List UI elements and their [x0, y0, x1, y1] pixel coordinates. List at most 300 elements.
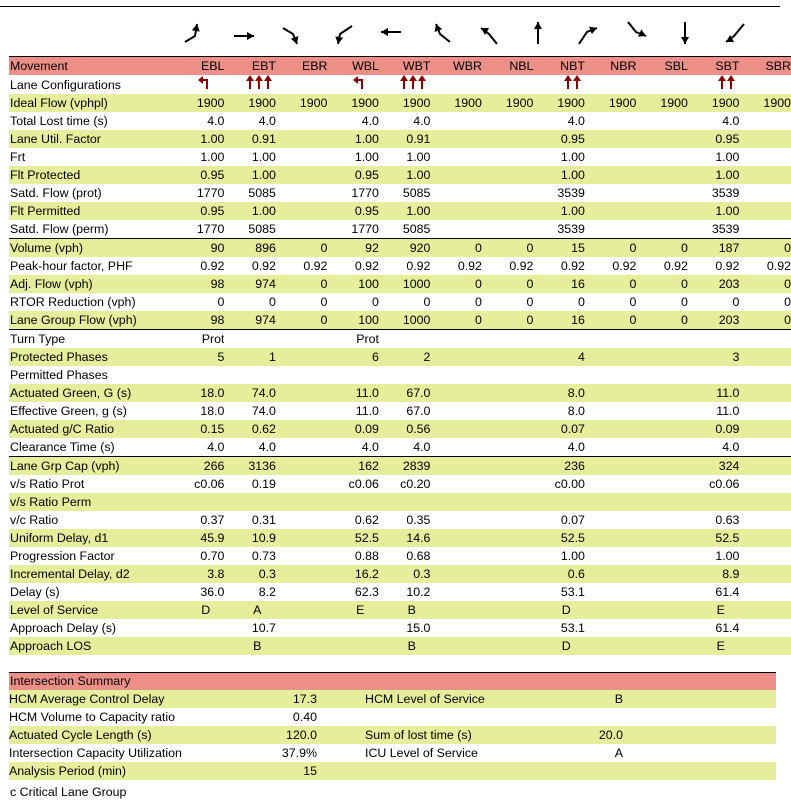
table-cell: 15: [533, 239, 585, 258]
table-cell: 8.9: [688, 565, 740, 583]
table-cell: [430, 220, 482, 239]
row-label: Lane Group Flow (vph): [9, 311, 173, 330]
table-cell: 0.95: [173, 166, 225, 184]
table-cell: [739, 166, 791, 184]
table-cell: [585, 475, 637, 493]
table-cell: 0: [739, 293, 791, 311]
summary-value: 17.3: [245, 690, 317, 708]
table-cell: [585, 112, 637, 130]
table-cell: 0: [482, 239, 534, 258]
table-cell: 92: [327, 239, 379, 258]
table-row: [9, 547, 791, 565]
table-cell: 0.09: [327, 420, 379, 438]
table-cell: 11.0: [327, 384, 379, 402]
table-cell: [739, 457, 791, 476]
row-label: Frt: [9, 148, 173, 166]
table-cell: [482, 457, 534, 476]
right-turn-arrow-icon: [279, 16, 307, 48]
table-cell: [276, 619, 328, 637]
table-cell: 0: [585, 239, 637, 258]
table-cell: [430, 202, 482, 220]
table-cell: [430, 330, 482, 349]
row-label: Clearance Time (s): [9, 438, 173, 457]
table-cell: 1900: [482, 94, 534, 112]
table-cell: D: [533, 601, 585, 619]
table-cell: 0.63: [688, 511, 740, 529]
table-cell: 0: [636, 311, 688, 330]
table-cell: 4.0: [379, 112, 431, 130]
table-cell: 3136: [224, 457, 276, 476]
summary-value: 120.0: [245, 726, 317, 744]
summary-spacer: [317, 762, 363, 780]
table-cell: 0.92: [636, 257, 688, 275]
row-label: Satd. Flow (perm): [9, 220, 173, 239]
table-cell: [430, 619, 482, 637]
table-cell: 0: [173, 293, 225, 311]
table-cell: 0.92: [224, 257, 276, 275]
movement-header-nbr: NBR: [585, 57, 637, 76]
table-cell: [482, 148, 534, 166]
table-cell: [585, 348, 637, 366]
table-cell: [739, 148, 791, 166]
lane-config-cell: [585, 75, 637, 94]
table-cell: [482, 475, 534, 493]
row-label: Permitted Phases: [9, 366, 173, 384]
table-cell: 0: [276, 239, 328, 258]
table-cell: [276, 366, 328, 384]
table-cell: 0.92: [276, 257, 328, 275]
summary-spacer: [317, 744, 363, 762]
table-cell: [636, 402, 688, 420]
table-cell: [585, 529, 637, 547]
summary-spacer: [623, 762, 776, 780]
table-cell: 0: [482, 275, 534, 293]
table-row: [9, 348, 791, 366]
table-cell: [224, 493, 276, 511]
table-cell: [636, 384, 688, 402]
table-cell: [430, 511, 482, 529]
table-cell: [585, 547, 637, 565]
table-cell: [739, 366, 791, 384]
table-cell: [430, 402, 482, 420]
table-cell: [276, 565, 328, 583]
table-cell: [533, 366, 585, 384]
table-row: [9, 565, 791, 583]
table-cell: 0.92: [739, 257, 791, 275]
lane-config-cell: [379, 75, 431, 94]
summary-label: HCM Volume to Capacity ratio: [9, 708, 245, 726]
table-cell: 5085: [224, 220, 276, 239]
lane-config-cell: [173, 75, 225, 94]
table-cell: [482, 438, 534, 457]
table-cell: [430, 384, 482, 402]
movement-header-wbl: WBL: [327, 57, 379, 76]
table-cell: 4.0: [224, 438, 276, 457]
table-cell: [739, 475, 791, 493]
table-cell: 4.0: [327, 438, 379, 457]
table-cell: [585, 366, 637, 384]
table-cell: [482, 402, 534, 420]
summary-label: [363, 708, 575, 726]
table-cell: 1770: [327, 184, 379, 202]
table-cell: 0.07: [533, 511, 585, 529]
summary-value: 37.9%: [245, 744, 317, 762]
movement-header-ebt: EBT: [224, 57, 276, 76]
row-label: Ideal Flow (vphpl): [9, 94, 173, 112]
table-cell: [636, 583, 688, 601]
table-cell: [173, 366, 225, 384]
table-cell: 8.0: [533, 384, 585, 402]
summary-value: [575, 762, 623, 780]
table-cell: [739, 438, 791, 457]
movement-header-sbr: SBR: [739, 57, 791, 76]
row-label: Protected Phases: [9, 348, 173, 366]
table-cell: [430, 184, 482, 202]
table-cell: 0.62: [224, 420, 276, 438]
summary-spacer: [623, 744, 776, 762]
through-lane-icon: [399, 75, 428, 94]
table-cell: 974: [224, 275, 276, 293]
left-turn-lane-icon: [198, 75, 210, 94]
summary-value: 15: [245, 762, 317, 780]
through-arrow-icon: [377, 16, 405, 48]
table-cell: [585, 166, 637, 184]
table-cell: 0.56: [379, 420, 431, 438]
table-cell: [585, 184, 637, 202]
summary-row: [9, 744, 776, 762]
table-cell: 0.09: [688, 420, 740, 438]
table-cell: [482, 547, 534, 565]
movement-header-nbt: NBT: [533, 57, 585, 76]
through-lane-icon: [717, 75, 737, 94]
table-cell: 1900: [224, 94, 276, 112]
table-cell: 53.1: [533, 583, 585, 601]
table-cell: 61.4: [688, 583, 740, 601]
table-cell: [482, 184, 534, 202]
table-cell: [585, 202, 637, 220]
table-cell: [327, 493, 379, 511]
left-turn-arrow-icon: [328, 16, 356, 48]
table-cell: 4.0: [533, 438, 585, 457]
table-cell: D: [173, 601, 225, 619]
left-turn-arrow-icon: [181, 16, 209, 48]
table-row: [9, 366, 791, 384]
summary-table: [9, 690, 776, 780]
table-row: [9, 148, 791, 166]
table-cell: [636, 637, 688, 655]
summary-spacer: [623, 690, 776, 708]
table-cell: 0.6: [533, 565, 585, 583]
table-cell: [739, 493, 791, 511]
table-cell: [482, 529, 534, 547]
table-cell: E: [688, 637, 740, 655]
table-cell: 0.73: [224, 547, 276, 565]
table-cell: 1.00: [533, 547, 585, 565]
table-cell: 2: [379, 348, 431, 366]
table-cell: [327, 619, 379, 637]
table-cell: 10.9: [224, 529, 276, 547]
table-cell: [739, 637, 791, 655]
left-turn-arrow-icon: [622, 16, 650, 48]
table-cell: 1.00: [688, 202, 740, 220]
summary-spacer: [317, 708, 363, 726]
table-cell: 0: [739, 275, 791, 293]
table-cell: [276, 420, 328, 438]
table-cell: 0.88: [327, 547, 379, 565]
table-cell: 8.0: [533, 402, 585, 420]
row-label: v/s Ratio Prot: [9, 475, 173, 493]
table-cell: c0.06: [327, 475, 379, 493]
table-cell: 4.0: [688, 438, 740, 457]
table-row: [9, 257, 791, 275]
table-cell: [688, 493, 740, 511]
table-cell: [636, 330, 688, 349]
table-cell: 203: [688, 275, 740, 293]
table-row: [9, 166, 791, 184]
table-cell: 0.95: [327, 166, 379, 184]
table-row: [9, 583, 791, 601]
table-cell: [636, 184, 688, 202]
table-cell: 1900: [430, 94, 482, 112]
row-label: Actuated Green, G (s): [9, 384, 173, 402]
table-row: [9, 511, 791, 529]
summary-label: HCM Level of Service: [363, 690, 575, 708]
table-cell: 0: [636, 293, 688, 311]
table-row: [9, 402, 791, 420]
table-cell: [430, 637, 482, 655]
table-cell: 0.91: [224, 130, 276, 148]
table-cell: 0.70: [173, 547, 225, 565]
table-cell: 0: [688, 293, 740, 311]
table-cell: [276, 166, 328, 184]
table-cell: [482, 166, 534, 184]
table-cell: 1900: [379, 94, 431, 112]
summary-label: Actuated Cycle Length (s): [9, 726, 245, 744]
through-arrow-icon: [230, 16, 258, 48]
table-cell: 98: [173, 311, 225, 330]
table-row: [9, 293, 791, 311]
table-row: [9, 94, 791, 112]
table-cell: 0.3: [379, 565, 431, 583]
movement-header-ebl: EBL: [173, 57, 225, 76]
through-lane-icon: [563, 75, 583, 94]
table-cell: [482, 511, 534, 529]
row-label: Incremental Delay, d2: [9, 565, 173, 583]
table-cell: [379, 366, 431, 384]
row-label: Lane Grp Cap (vph): [9, 457, 173, 476]
table-cell: [739, 202, 791, 220]
row-label: Peak-hour factor, PHF: [9, 257, 173, 275]
summary-value: 20.0: [575, 726, 623, 744]
table-cell: [327, 637, 379, 655]
table-row: [9, 457, 791, 476]
table-cell: Prot: [327, 330, 379, 349]
lane-config-cell: [430, 75, 482, 94]
movement-table: [9, 56, 791, 655]
table-cell: 4.0: [688, 112, 740, 130]
table-cell: [739, 348, 791, 366]
row-label: Flt Protected: [9, 166, 173, 184]
table-cell: [430, 583, 482, 601]
summary-value: B: [575, 690, 623, 708]
table-cell: c0.06: [173, 475, 225, 493]
summary-label: Intersection Capacity Utilization: [9, 744, 245, 762]
summary-spacer: [317, 726, 363, 744]
table-cell: 74.0: [224, 402, 276, 420]
table-cell: [276, 438, 328, 457]
table-cell: [430, 130, 482, 148]
table-cell: 5085: [224, 184, 276, 202]
table-cell: [636, 420, 688, 438]
table-cell: 0: [636, 275, 688, 293]
table-cell: [224, 330, 276, 349]
table-cell: [482, 493, 534, 511]
table-row: [9, 475, 791, 493]
table-cell: [585, 583, 637, 601]
table-cell: [585, 384, 637, 402]
movement-header-nbl: NBL: [482, 57, 534, 76]
lane-config-cell: [636, 75, 688, 94]
table-cell: 0.92: [533, 257, 585, 275]
table-cell: 8.2: [224, 583, 276, 601]
lane-config-cell: [533, 75, 585, 94]
table-cell: 11.0: [327, 402, 379, 420]
table-cell: E: [688, 601, 740, 619]
summary-value: A: [575, 744, 623, 762]
table-cell: 0: [276, 275, 328, 293]
table-cell: 1.00: [533, 148, 585, 166]
table-cell: 5085: [379, 220, 431, 239]
right-turn-arrow-icon: [426, 16, 454, 48]
table-cell: 100: [327, 275, 379, 293]
table-cell: [585, 637, 637, 655]
table-cell: 0.95: [533, 130, 585, 148]
table-cell: [739, 511, 791, 529]
table-row: [9, 311, 791, 330]
table-cell: 0: [430, 311, 482, 330]
table-cell: D: [533, 637, 585, 655]
table-cell: 1.00: [224, 166, 276, 184]
table-cell: 1.00: [533, 202, 585, 220]
table-cell: 1900: [533, 94, 585, 112]
table-cell: [585, 130, 637, 148]
table-cell: [276, 547, 328, 565]
table-cell: [276, 402, 328, 420]
table-cell: 1.00: [379, 166, 431, 184]
table-row: [9, 420, 791, 438]
table-cell: 0: [739, 239, 791, 258]
table-cell: [739, 565, 791, 583]
table-row: [9, 220, 791, 239]
movement-header-label: Movement: [9, 57, 173, 76]
table-cell: 1.00: [327, 148, 379, 166]
table-cell: 1900: [327, 94, 379, 112]
table-cell: 52.5: [688, 529, 740, 547]
table-cell: [739, 384, 791, 402]
table-row: [9, 275, 791, 293]
table-cell: 15.0: [379, 619, 431, 637]
table-cell: [276, 202, 328, 220]
table-row: [9, 637, 791, 655]
table-row: [9, 601, 791, 619]
table-cell: [482, 420, 534, 438]
table-cell: [636, 457, 688, 476]
table-cell: 1.00: [327, 130, 379, 148]
table-cell: [482, 601, 534, 619]
table-cell: 1900: [173, 94, 225, 112]
table-cell: 1.00: [688, 148, 740, 166]
table-cell: [585, 619, 637, 637]
table-cell: [276, 493, 328, 511]
table-cell: [482, 583, 534, 601]
table-cell: 0.15: [173, 420, 225, 438]
table-cell: 0: [533, 293, 585, 311]
movement-header-sbt: SBT: [688, 57, 740, 76]
lane-config-cell: [224, 75, 276, 94]
top-rule: [0, 0, 780, 7]
table-cell: 11.0: [688, 384, 740, 402]
row-label: Level of Service: [9, 601, 173, 619]
table-cell: [585, 438, 637, 457]
table-cell: [276, 130, 328, 148]
table-cell: [276, 184, 328, 202]
table-cell: 0.92: [585, 257, 637, 275]
table-cell: [739, 402, 791, 420]
row-label: Actuated g/C Ratio: [9, 420, 173, 438]
table-cell: [739, 220, 791, 239]
table-cell: 1900: [276, 94, 328, 112]
table-cell: 0: [276, 311, 328, 330]
table-cell: [739, 601, 791, 619]
table-cell: [585, 511, 637, 529]
row-label: Total Lost time (s): [9, 112, 173, 130]
through-arrow-icon: [671, 16, 699, 48]
table-cell: 1770: [173, 220, 225, 239]
table-cell: [636, 547, 688, 565]
table-cell: c0.20: [379, 475, 431, 493]
table-cell: 0.3: [224, 565, 276, 583]
table-cell: A: [224, 601, 276, 619]
movement-header-sbl: SBL: [636, 57, 688, 76]
table-cell: [636, 202, 688, 220]
table-cell: 4.0: [533, 112, 585, 130]
table-cell: 0.31: [224, 511, 276, 529]
summary-spacer: [623, 708, 776, 726]
footnote: c Critical Lane Group: [10, 785, 127, 799]
table-cell: Prot: [173, 330, 225, 349]
table-cell: [636, 529, 688, 547]
table-cell: 16.2: [327, 565, 379, 583]
table-cell: [688, 330, 740, 349]
table-cell: 11.0: [688, 402, 740, 420]
table-cell: E: [327, 601, 379, 619]
lane-config-cell: [739, 75, 791, 94]
table-cell: [276, 384, 328, 402]
summary-row: [9, 690, 776, 708]
lane-config-cell: [688, 75, 740, 94]
table-cell: 18.0: [173, 384, 225, 402]
table-cell: [482, 202, 534, 220]
table-cell: 0.62: [327, 511, 379, 529]
table-cell: [636, 493, 688, 511]
row-label: Adj. Flow (vph): [9, 275, 173, 293]
table-cell: [636, 112, 688, 130]
table-cell: [533, 330, 585, 349]
table-cell: 1770: [327, 220, 379, 239]
right-turn-arrow-icon: [720, 16, 748, 48]
table-cell: 0: [585, 293, 637, 311]
table-cell: 1770: [173, 184, 225, 202]
